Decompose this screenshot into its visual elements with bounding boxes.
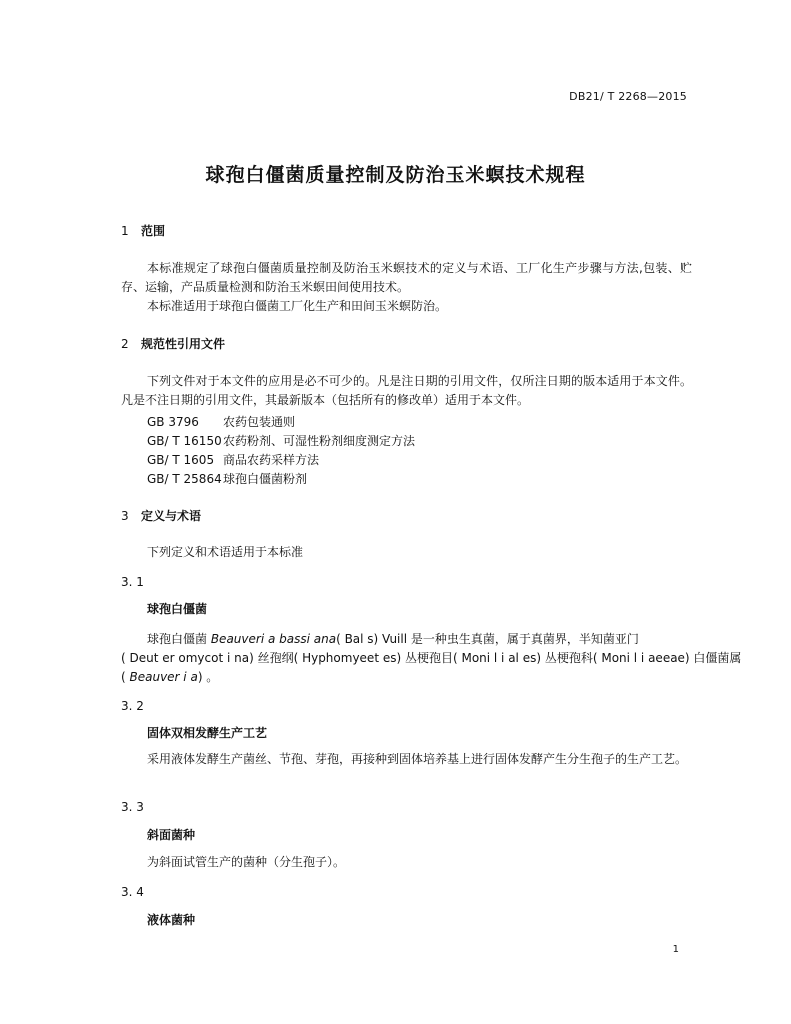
term-name: 斜面菌种: [147, 828, 196, 842]
reference-title: 农药包装通则: [223, 415, 296, 429]
section-number: 3: [121, 509, 129, 523]
latin-name: Beauver i a: [129, 670, 198, 684]
definitions-intro: 下列定义和术语适用于本标准: [147, 545, 304, 559]
section-heading-scope: [121, 222, 165, 239]
reference-item: [147, 413, 295, 430]
normative-intro: 下列文件对于本文件的应用是必不可少的。凡是注日期的引用文件，仅所注日期的版本适用于本文件。凡是不注日期的引用文件，其最新版本（包括所有的修改单）适用于本文件。: [121, 374, 692, 407]
term-number: 3. 3: [121, 800, 144, 814]
section-title: 规范性引用文件: [141, 337, 226, 351]
section-heading-normative-references: [121, 335, 225, 352]
reference-title: 球孢白僵菌粉剂: [223, 472, 308, 486]
term-definition-line: ( Deut er omycot i na) 丝孢纲( Hyphomyeet es) 丛梗孢目( Moni l i al es) 丛梗孢科( Moni l i aeeae) 白僵菌属: [121, 651, 742, 665]
definition-text: ) 。: [197, 670, 219, 684]
term-number: 3. 1: [121, 575, 144, 589]
reference-code: GB 3796: [147, 415, 199, 429]
term-number: 3. 4: [121, 885, 144, 899]
standard-code: DB21/ T 2268—2015: [569, 90, 687, 103]
term-definition: 采用液体发酵生产菌丝、节孢、芽孢，再接种到固体培养基上进行固体发酵产生分生孢子的生产工艺。: [147, 752, 688, 766]
reference-code: GB/ T 16150: [147, 434, 222, 448]
term-definition: 为斜面试管生产的菌种（分生孢子）。: [147, 855, 346, 869]
term-number: 3. 2: [121, 699, 144, 713]
reference-item: [147, 470, 307, 487]
section-title: 范围: [141, 224, 166, 238]
section-heading-definitions: [121, 507, 201, 524]
term-name: 液体菌种: [147, 913, 196, 927]
reference-title: 商品农药采样方法: [223, 453, 320, 467]
reference-code: GB/ T 25864: [147, 472, 222, 486]
document-title: 球孢白僵菌质量控制及防治玉米螟技术规程: [205, 164, 586, 186]
term-definition-line: [121, 630, 692, 647]
term-name: 固体双相发酵生产工艺: [147, 726, 268, 740]
term-name: 球孢白僵菌: [147, 602, 208, 616]
page-number: 1: [672, 944, 679, 955]
reference-title: 农药粉剂、可湿性粉剂细度测定方法: [223, 434, 416, 448]
section-number: 1: [121, 224, 129, 238]
scope-paragraph-1: 本标准规定了球孢白僵菌质量控制及防治玉米螟技术的定义与术语、工厂化生产步骤与方法,包装、贮存、运输，产品质量检测和防治玉米螟田间使用技术。: [121, 261, 692, 294]
scope-paragraph-2: 本标准适用于球孢白僵菌工厂化生产和田间玉米螟防治。: [147, 299, 448, 313]
reference-item: [147, 432, 415, 449]
reference-code: GB/ T 1605: [147, 453, 215, 467]
section-number: 2: [121, 337, 129, 351]
definition-text: 球孢白僵菌: [147, 632, 211, 646]
section-title: 定义与术语: [141, 509, 202, 523]
definition-text: ( Bal s) Vuill 是一种虫生真菌，属于真菌界，半知菌亚门: [336, 632, 639, 646]
latin-name: Beauveri a bassi ana: [210, 632, 337, 646]
definition-text: (: [121, 670, 130, 684]
reference-item: [147, 451, 319, 468]
term-definition-line: [121, 668, 692, 685]
